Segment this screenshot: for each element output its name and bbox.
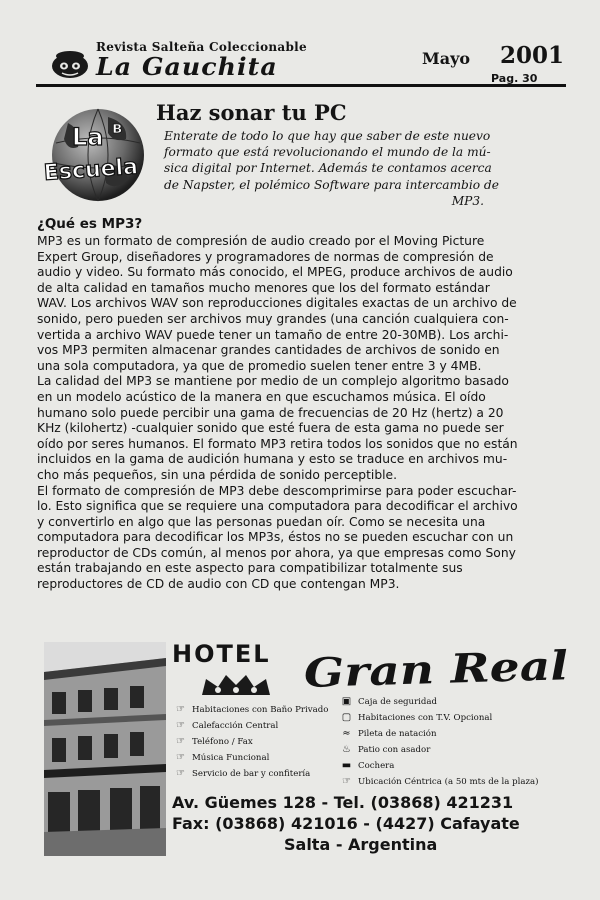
masthead-rule — [36, 84, 566, 87]
body-line: El formato de compresión de MP3 debe descomprimirse para poder escuchar- — [37, 483, 517, 498]
amenity-item — [172, 720, 278, 731]
hotel-advertisement — [36, 638, 570, 864]
body-line: Expert Group, diseñadores y programadores de normas de compresión de — [37, 249, 494, 264]
body-line: en un modelo acústico de la manera en que escuchamos música. El oído — [37, 389, 486, 404]
hotel-address: Av. Güemes 128 - Tel. (03868) 421231 — [172, 793, 514, 812]
la-escuela-globe-logo — [38, 103, 154, 209]
amenity-item — [172, 768, 310, 779]
hand-pointer-icon: ☞ — [176, 752, 185, 763]
body-line: WAV. Los archivos WAV son reproducciones digitales exactas de un archivo de — [37, 296, 517, 311]
amenity-item — [172, 736, 253, 747]
article-body — [37, 234, 565, 593]
issue-month: Mayo — [422, 49, 471, 68]
page-number: Pag. 30 — [491, 72, 538, 85]
amenity-item — [338, 728, 437, 739]
body-line: humano solo puede percibir una gama de frecuencias de 20 Hz (hertz) a 20 — [37, 405, 504, 420]
crown-icon — [196, 671, 276, 699]
car-icon: ▬ — [341, 760, 352, 771]
body-line: y convertirlo en algo que las personas puedan oír. Como se necesita una — [37, 514, 486, 529]
masthead — [36, 40, 566, 92]
amenity-label: Cochera — [358, 761, 395, 771]
amenity-label: Pileta de natación — [358, 729, 437, 739]
body-line: reproductor de CDs común, al menos por ahora, ya que empresas como Sony — [37, 545, 516, 560]
amenity-label: Teléfono / Fax — [192, 737, 253, 747]
safe-box-icon: ▣ — [341, 696, 352, 707]
amenity-label: Patio con asador — [358, 745, 431, 755]
grill-icon: ♨ — [342, 744, 351, 755]
hotel-fax: Fax: (03868) 421016 - (4427) Cafayate — [172, 814, 520, 833]
hand-pointer-icon: ☞ — [176, 720, 185, 731]
masthead-subtitle: Revista Salteña Coleccionable — [96, 40, 307, 54]
body-line: están trabajando en este aspecto para compatibilizar totalmente sus — [37, 561, 463, 576]
body-line: de alta calidad en tamaños mucho menores que los del formato estándar — [37, 280, 490, 295]
body-line: computadora para decodificar los MP3s, éstos no se pueden escuchar con un — [37, 530, 514, 545]
swimmer-icon: ≈ — [342, 728, 351, 739]
hand-pointer-icon: ☞ — [176, 768, 185, 779]
hotel-contact — [172, 792, 520, 855]
amenity-label: Servicio de bar y confitería — [192, 769, 311, 779]
hand-pointer-icon: ☞ — [176, 704, 185, 715]
hotel-name: Gran Real — [303, 642, 570, 697]
intro-line: MP3. — [451, 193, 484, 208]
body-line: incluidos en la gama de audición humana y esto se traduce en archivos mu- — [37, 452, 508, 467]
issue-year: 2001 — [500, 42, 565, 69]
logo-text-escuela: Escuela — [43, 154, 139, 187]
article-title: Haz sonar tu PC — [156, 100, 347, 125]
body-line: reproductores de CD de audio con CD que contengan MP3. — [37, 577, 400, 592]
amenity-item — [172, 752, 269, 763]
masthead-title: La Gauchita — [96, 52, 278, 81]
amenity-label: Habitaciones con T.V. Opcional — [358, 713, 493, 723]
amenity-label: Calefacción Central — [192, 721, 279, 731]
body-line: lo. Esto significa que se requiere una computadora para decodificar el archivo — [37, 499, 518, 514]
intro-line: Enterate de todo lo que hay que saber de este nuevo — [164, 129, 491, 143]
logo-mouse-icon: ʙ — [112, 118, 123, 137]
intro-line: sica digital por Internet. Además te contamos acerca — [164, 161, 492, 176]
tv-icon: ▢ — [341, 712, 352, 723]
intro-line: formato que está revolucionando el mundo de la mú- — [164, 145, 491, 160]
hand-pointer-icon: ☞ — [176, 736, 185, 747]
amenity-item — [338, 712, 492, 723]
amenity-label: Música Funcional — [192, 753, 270, 763]
body-line: MP3 es un formato de compresión de audio creado por el Moving Picture — [37, 234, 485, 248]
hand-pointer-icon: ☞ — [342, 776, 351, 787]
gaucho-mascot-icon — [48, 46, 92, 80]
article-intro — [164, 128, 499, 209]
body-line: La calidad del MP3 se mantiene por medio de un complejo algoritmo basado — [37, 374, 509, 389]
amenity-item — [338, 744, 430, 755]
body-line: cho más pequeños, sin una pérdida de sonido perceptible. — [37, 467, 398, 482]
body-line: vos MP3 permiten almacenar grandes cantidades de archivos de sonido en — [37, 343, 500, 358]
amenity-item — [172, 704, 328, 715]
section-heading: ¿Qué es MP3? — [37, 216, 143, 232]
amenity-item — [338, 776, 539, 787]
body-line: KHz (kilohertz) -cualquier sonido que esté fuera de esta gama no puede ser — [37, 421, 504, 436]
hotel-building-photo — [44, 642, 166, 856]
body-line: una sola computadora, ya que de promedio suelen tener entre 3 y 4MB. — [37, 358, 482, 373]
body-line: sonido, pero pueden ser archivos muy grandes (una canción cualquiera con- — [37, 311, 509, 326]
amenity-item — [338, 696, 437, 707]
amenity-item — [338, 760, 394, 771]
body-line: vertida a archivo WAV puede tener un tamaño de entre 20-30MB). Los archi- — [37, 327, 509, 342]
hotel-city: Salta - Argentina — [284, 835, 438, 854]
body-line: audio y video. Su formato más conocido, el MPEG, produce archivos de audio — [37, 265, 513, 280]
logo-text-la: La — [72, 123, 104, 151]
amenity-label: Ubicación Céntrica (a 50 mts de la plaza) — [358, 777, 539, 787]
amenity-label: Habitaciones con Baño Privado — [192, 705, 329, 715]
amenity-label: Caja de seguridad — [358, 697, 438, 707]
body-line: oído por seres humanos. El formato MP3 retira todos los sonidos que no están — [37, 436, 518, 451]
intro-line: de Napster, el polémico Software para intercambio de — [164, 177, 499, 192]
hotel-word: HOTEL — [172, 640, 271, 668]
